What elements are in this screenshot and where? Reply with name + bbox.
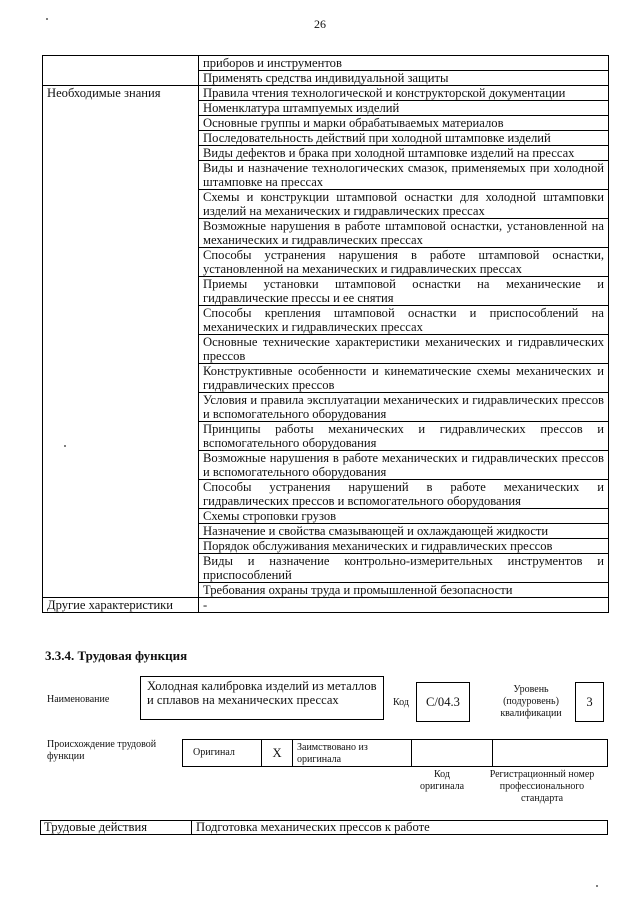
row-label xyxy=(43,306,199,335)
table-row xyxy=(43,116,609,131)
code-label: Код xyxy=(393,697,409,708)
row-text: Схемы строповки грузов xyxy=(199,509,609,524)
table-row xyxy=(43,451,609,480)
row-text: Приемы установки штамповой оснастки на механические и гидравлические прессы и ее снятия xyxy=(199,277,609,306)
table-row xyxy=(43,86,609,101)
reg-number-cell xyxy=(493,740,607,766)
table-row xyxy=(43,219,609,248)
row-label: Необходимые знания xyxy=(43,86,199,101)
row-label xyxy=(43,161,199,190)
knowledge-table xyxy=(42,55,609,613)
table-row xyxy=(43,554,609,583)
row-label xyxy=(43,393,199,422)
row-label xyxy=(43,131,199,146)
table-row xyxy=(43,146,609,161)
table-row xyxy=(43,364,609,393)
row-label xyxy=(43,509,199,524)
row-text: - xyxy=(199,598,609,613)
name-label: Наименование xyxy=(47,694,110,705)
row-label xyxy=(43,190,199,219)
row-label: Другие характеристики xyxy=(43,598,199,613)
row-text: Виды и назначение контрольно-измерительных инструментов и приспособлений xyxy=(199,554,609,583)
row-label xyxy=(43,422,199,451)
level-box xyxy=(575,682,604,722)
original-mark: X xyxy=(262,740,293,766)
table-row xyxy=(43,101,609,116)
name-box xyxy=(140,676,384,720)
row-text: Виды и назначение технологических смазок, применяемых при холодной штамповке на прессах xyxy=(199,161,609,190)
row-label xyxy=(43,101,199,116)
table-row xyxy=(43,161,609,190)
row-label xyxy=(43,364,199,393)
row-text: Возможные нарушения в работе механических и гидравлических прессов и вспомогательного оборудования xyxy=(199,451,609,480)
row-text: Возможные нарушения в работе штамповой оснастки, установленной на механических и гидравлических прессах xyxy=(199,219,609,248)
origin-code-label: Код оригинала xyxy=(419,769,465,792)
table-row xyxy=(43,480,609,509)
row-text: Правила чтения технологической и конструкторской документации xyxy=(199,86,609,101)
row-text: Требования охраны труда и промышленной безопасности xyxy=(199,583,609,598)
level-label: Уровень (подуровень) квалификации xyxy=(500,684,562,719)
row-label xyxy=(43,524,199,539)
row-text: Способы устранения нарушений в работе механических и гидравлических прессов и вспомогательного оборудования xyxy=(199,480,609,509)
row-text: Способы крепления штамповой оснастки и приспособлений на механических и гидравлических прессах xyxy=(199,306,609,335)
reg-number-label: Регистрационный номер профессионального стандарта xyxy=(489,769,595,804)
original-label: Оригинал xyxy=(183,740,262,766)
code-value: С/04.3 xyxy=(426,695,460,709)
row-label xyxy=(43,116,199,131)
table-row xyxy=(43,583,609,598)
table-row xyxy=(43,524,609,539)
table-row xyxy=(43,306,609,335)
row-text: Конструктивные особенности и кинематические схемы механических и гидравлических прессов xyxy=(199,364,609,393)
row-text: Основные технические характеристики механических и гидравлических прессов xyxy=(199,335,609,364)
origin-label: Происхождение трудовой функции xyxy=(47,739,157,762)
labor-actions-text: Подготовка механических прессов к работе xyxy=(196,820,430,834)
row-text: Способы устранения нарушения в работе штамповой оснастки, установленной на механических и гидравлических прессах xyxy=(199,248,609,277)
table-row xyxy=(43,539,609,554)
table-row xyxy=(43,393,609,422)
row-label xyxy=(43,219,199,248)
row-label xyxy=(43,277,199,306)
row-text: Порядок обслуживания механических и гидравлических прессов xyxy=(199,539,609,554)
labor-actions-row xyxy=(40,820,608,835)
row-text: Виды дефектов и брака при холодной штамповке изделий на прессах xyxy=(199,146,609,161)
table-row xyxy=(43,335,609,364)
row-label xyxy=(43,248,199,277)
table-row xyxy=(43,598,609,613)
row-label xyxy=(43,451,199,480)
row-text: Условия и правила эксплуатации механических и гидравлических прессов и вспомогательного оборудования xyxy=(199,393,609,422)
code-box xyxy=(416,682,470,722)
row-label xyxy=(43,480,199,509)
table-row xyxy=(43,56,609,71)
row-text: Схемы и конструкции штамповой оснастки для холодной штамповки изделий на механических и гидравлических прессах xyxy=(199,190,609,219)
row-text: Основные группы и марки обрабатываемых материалов xyxy=(199,116,609,131)
row-label xyxy=(43,56,199,71)
row-label xyxy=(43,554,199,583)
borrowed-label: Заимствовано из оригинала xyxy=(293,740,412,766)
table-row xyxy=(43,509,609,524)
labor-actions-label: Трудовые действия xyxy=(41,821,192,834)
table-row xyxy=(43,190,609,219)
scan-speck xyxy=(596,885,598,887)
row-label xyxy=(43,335,199,364)
row-label xyxy=(43,539,199,554)
row-label xyxy=(43,583,199,598)
row-text: приборов и инструментов xyxy=(199,56,609,71)
level-value: 3 xyxy=(586,695,593,709)
origin-row xyxy=(182,739,608,767)
table-row xyxy=(43,71,609,86)
scan-speck xyxy=(46,18,48,20)
row-text: Последовательность действий при холодной штамповке изделий xyxy=(199,131,609,146)
table-row xyxy=(43,422,609,451)
section-title: 3.3.4. Трудовая функция xyxy=(45,648,188,663)
row-label xyxy=(43,146,199,161)
page-number: 26 xyxy=(314,17,326,31)
table-row xyxy=(43,277,609,306)
row-text: Номенклатура штампуемых изделий xyxy=(199,101,609,116)
row-text: Принципы работы механических и гидравлических прессов и вспомогательного оборудования xyxy=(199,422,609,451)
table-row xyxy=(43,131,609,146)
row-label xyxy=(43,71,199,86)
function-name: Холодная калибровка изделий из металлов и сплавов на механических прессах xyxy=(147,679,377,707)
row-text: Назначение и свойства смазывающей и охлаждающей жидкости xyxy=(199,524,609,539)
row-text: Применять средства индивидуальной защиты xyxy=(199,71,609,86)
table-row xyxy=(43,248,609,277)
origin-code-cell xyxy=(412,740,493,766)
